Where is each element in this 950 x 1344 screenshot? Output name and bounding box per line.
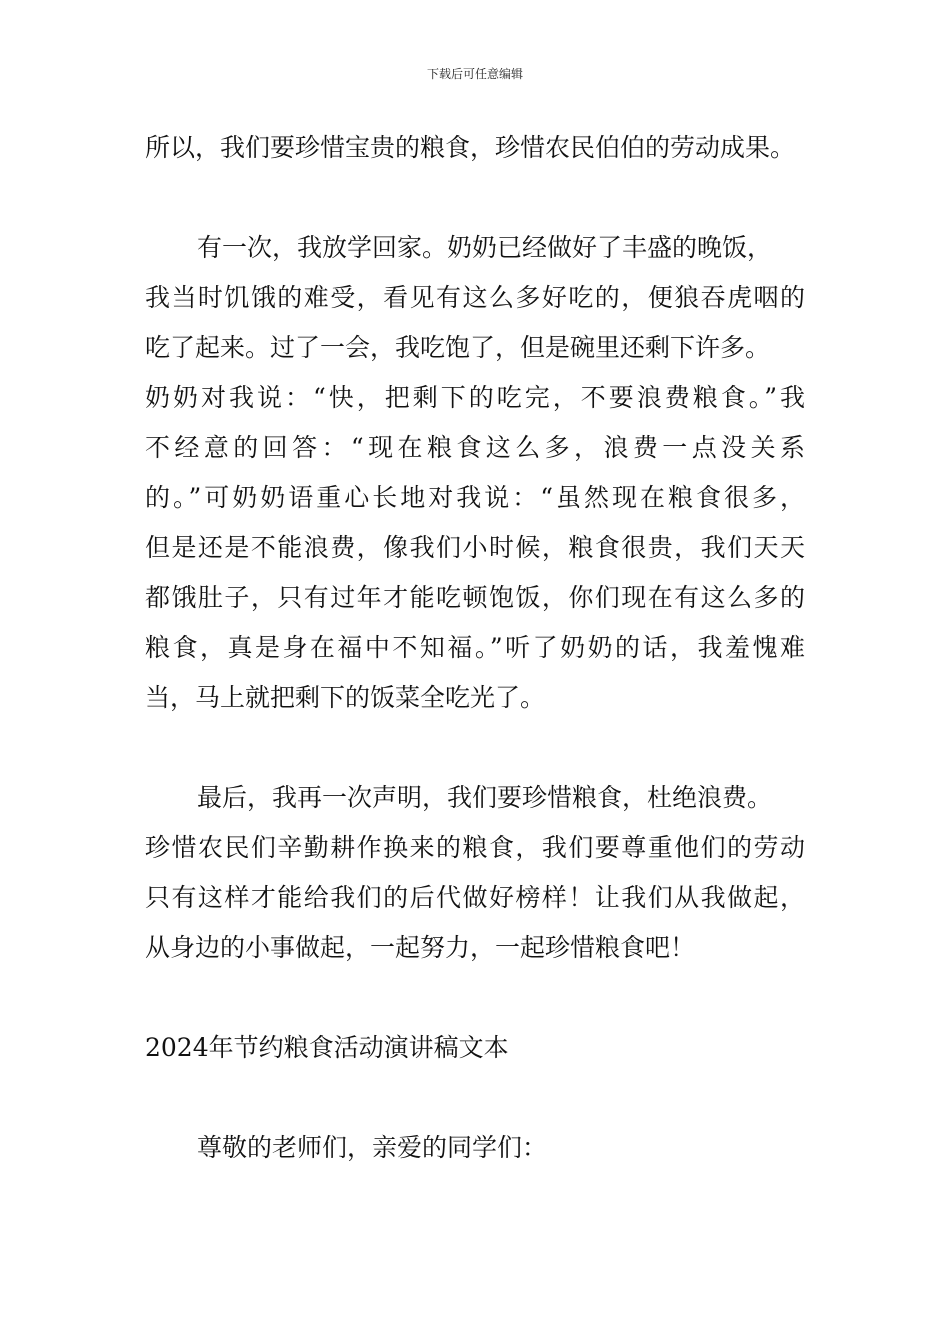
text-line: 的。”可奶奶语重心长地对我说：“虽然现在粮食很多， [145,483,805,512]
text-line: 吃了起来。过了一会，我吃饱了，但是碗里还剩下许多。 [145,333,771,362]
text-line: 都饿肚子，只有过年才能吃顿饱饭，你们现在有这么多的 [145,583,805,612]
header-note: 下载后可任意编辑 [426,67,523,81]
text-line: 奶奶对我说：“快，把剩下的吃完，不要浪费粮食。”我 [145,383,805,412]
text-line: 珍惜农民们辛勤耕作换来的粮食，我们要尊重他们的劳动 [145,833,805,862]
text-line: 当，马上就把剩下的饭菜全吃光了。 [145,683,546,712]
section-title: 2024年节约粮食活动演讲稿文本 [145,1033,509,1062]
text-line: 我当时饥饿的难受，看见有这么多好吃的，便狼吞虎咽的 [145,283,805,312]
text-line: 只有这样才能给我们的后代做好榜样！让我们从我做起， [145,883,805,912]
text-line: 但是还是不能浪费，像我们小时候，粮食很贵，我们天天 [145,533,805,562]
salutation: 尊敬的老师们，亲爱的同学们： [197,1133,548,1162]
text-line: 有一次，我放学回家。奶奶已经做好了丰盛的晚饭， [197,233,773,262]
text-line: 不经意的回答：“现在粮食这么多，浪费一点没关系 [145,433,805,462]
text-line: 从身边的小事做起，一起努力，一起珍惜粮食吧！ [145,933,696,962]
text-line: 最后，我再一次声明，我们要珍惜粮食，杜绝浪费。 [197,783,773,812]
text-line: 粮食，真是身在福中不知福。”听了奶奶的话，我羞愧难 [145,633,805,662]
text-line: 所以，我们要珍惜宝贵的粮食，珍惜农民伯伯的劳动成果。 [145,133,796,162]
